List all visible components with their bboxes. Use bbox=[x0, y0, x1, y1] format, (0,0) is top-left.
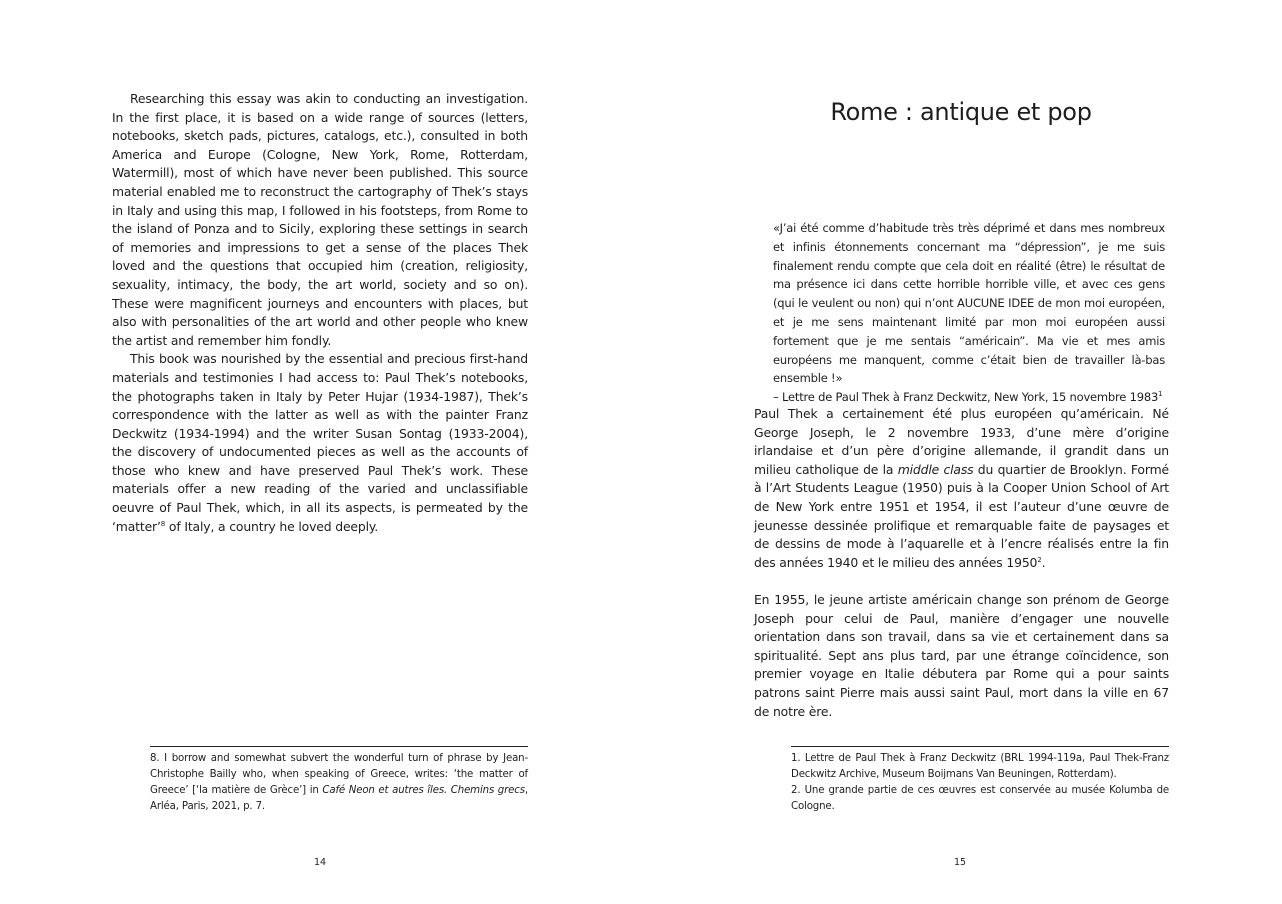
paragraph: En 1955, le jeune artiste américain change son prénom de George Joseph pour celui de Paul, manière d’engager une nouvelle orientation dans son travail, dans sa vie et certainement dans sa spiritualité. Sept ans plus tard, par une étrange coïncidence, son premier voyage en Italie débutera par Rome qui a pour saints patrons saint Pierre mais aussi saint Paul, mort dans la ville en 67 de notre ère. bbox=[754, 591, 1169, 719]
footnote-ref[interactable]: 1 bbox=[1158, 390, 1163, 399]
footnotes bbox=[791, 751, 1169, 815]
footnote-1: 1. Lettre de Paul Thek à Franz Deckwitz (BRL 1994-119a, Paul Thek-Franz Deckwitz Archive, Museum Boijmans Van Beuningen, Rotterdam). bbox=[791, 753, 1169, 780]
page-number: 14 bbox=[313, 857, 327, 868]
quote-text: «J’ai été comme d’habitude très très déprimé et dans mes nombreux et infinis étonnements concernant ma “dépression”, je me suis finalement rendu compte que cela doit en réalité (être) le résultat de ma présence ici dans cette horrible horrible ville, et avec ces gens (qui le veulent ou non) qui n’ont AUCUNE IDEE de mon moi européen, et je me sens maintenant limité par mon moi européen aussi fortement que je me sentais “américain”. Ma vie et mes amis européens me manquent, comme c’était bien de travailler là-bas ensemble !» bbox=[773, 221, 1165, 386]
footnote-8: 8. I borrow and somewhat subvert the wonderful turn of phrase by Jean-Christophe Bailly who, when speaking of Greece, writes: ‘the matter of Greece’ [‘la matière de Grèce’] in Café Neon et autres îles. Chemins grecs, Arléa, Paris, 2021, p. 7. bbox=[150, 753, 528, 812]
footnotes bbox=[150, 751, 528, 815]
footnote-2: 2. Une grande partie de ces œuvres est conservée au musée Kolumba de Cologne. bbox=[791, 785, 1169, 812]
essay-body bbox=[112, 90, 528, 536]
paragraph: Researching this essay was akin to conducting an investigation. In the first place, it is based on a wide range of sources (letters, notebooks, sketch pads, pictures, catalogs, etc.), consulted in both America and Europe (Cologne, New York, Rome, Rotterdam, Watermill), most of which have never been published. This source material enabled me to reconstruct the cartography of Thek’s stays in Italy and using this map, I followed in his footsteps, from Rome to the island of Ponza and to Sicily, exploring these settings in search of memories and impressions to get a sense of the places Thek loved and the questions that occupied him (creation, religiosity, sexuality, intimacy, the body, the art world, society and so on). These were magnificent journeys and encounters with places, but also with personalities of the art world and other people who knew the artist and remember him fondly. bbox=[112, 91, 528, 348]
quote-attribution: – Lettre de Paul Thek à Franz Deckwitz, New York, 15 novembre 1983$^1$ bbox=[773, 390, 1163, 405]
footnote-ref[interactable]: 8 bbox=[160, 519, 166, 528]
footnote-ref[interactable]: 2 bbox=[1037, 555, 1042, 564]
epigraph-quote bbox=[773, 219, 1165, 407]
page-number: 15 bbox=[953, 857, 967, 868]
footnote-rule bbox=[791, 746, 1169, 747]
chapter-title: Rome : antique et pop bbox=[830, 98, 1092, 126]
footnote-rule bbox=[150, 746, 528, 747]
paragraph: This book was nourished by the essential and precious first-hand materials and testimonies I had access to: Paul Thek’s notebooks, the photographs taken in Italy by Peter Hujar (1934-1987), Thek’s correspondence with the latter as well as with the painter Franz Deckwitz (1934-1994) and the writer Susan Sontag (1933-2004), the discovery of undocumented pieces as well as the accounts of those who knew and have preserved Paul Thek’s work. These materials offer a new reading of the varied and unclassifiable oeuvre of Paul Thek, which, in all its aspects, is permeated by the ‘matter’$^8$ of Italy, a country he loved deeply. bbox=[112, 351, 528, 534]
chapter-body bbox=[754, 405, 1169, 740]
right-page bbox=[641, 0, 1282, 904]
paragraph: Paul Thek a certainement été plus européen qu’américain. Né George Joseph, le 2 novembre 1933, d’une mère d’origine irlandaise et d’un père d’origine allemande, il grandit dans un milieu catholique de la middle class du quartier de Brooklyn. Formé à l’Art Students League (1950) puis à la Cooper Union School of Art de New York entre 1951 et 1954, il est l’auteur d’une œuvre de jeunesse dessinée prolifique et remarquable faite de paysages et de dessins de mode à l’aquarelle et à l’encre réalisés entre la fin des années 1940 et le milieu des années 1950$^2$. bbox=[754, 406, 1169, 570]
